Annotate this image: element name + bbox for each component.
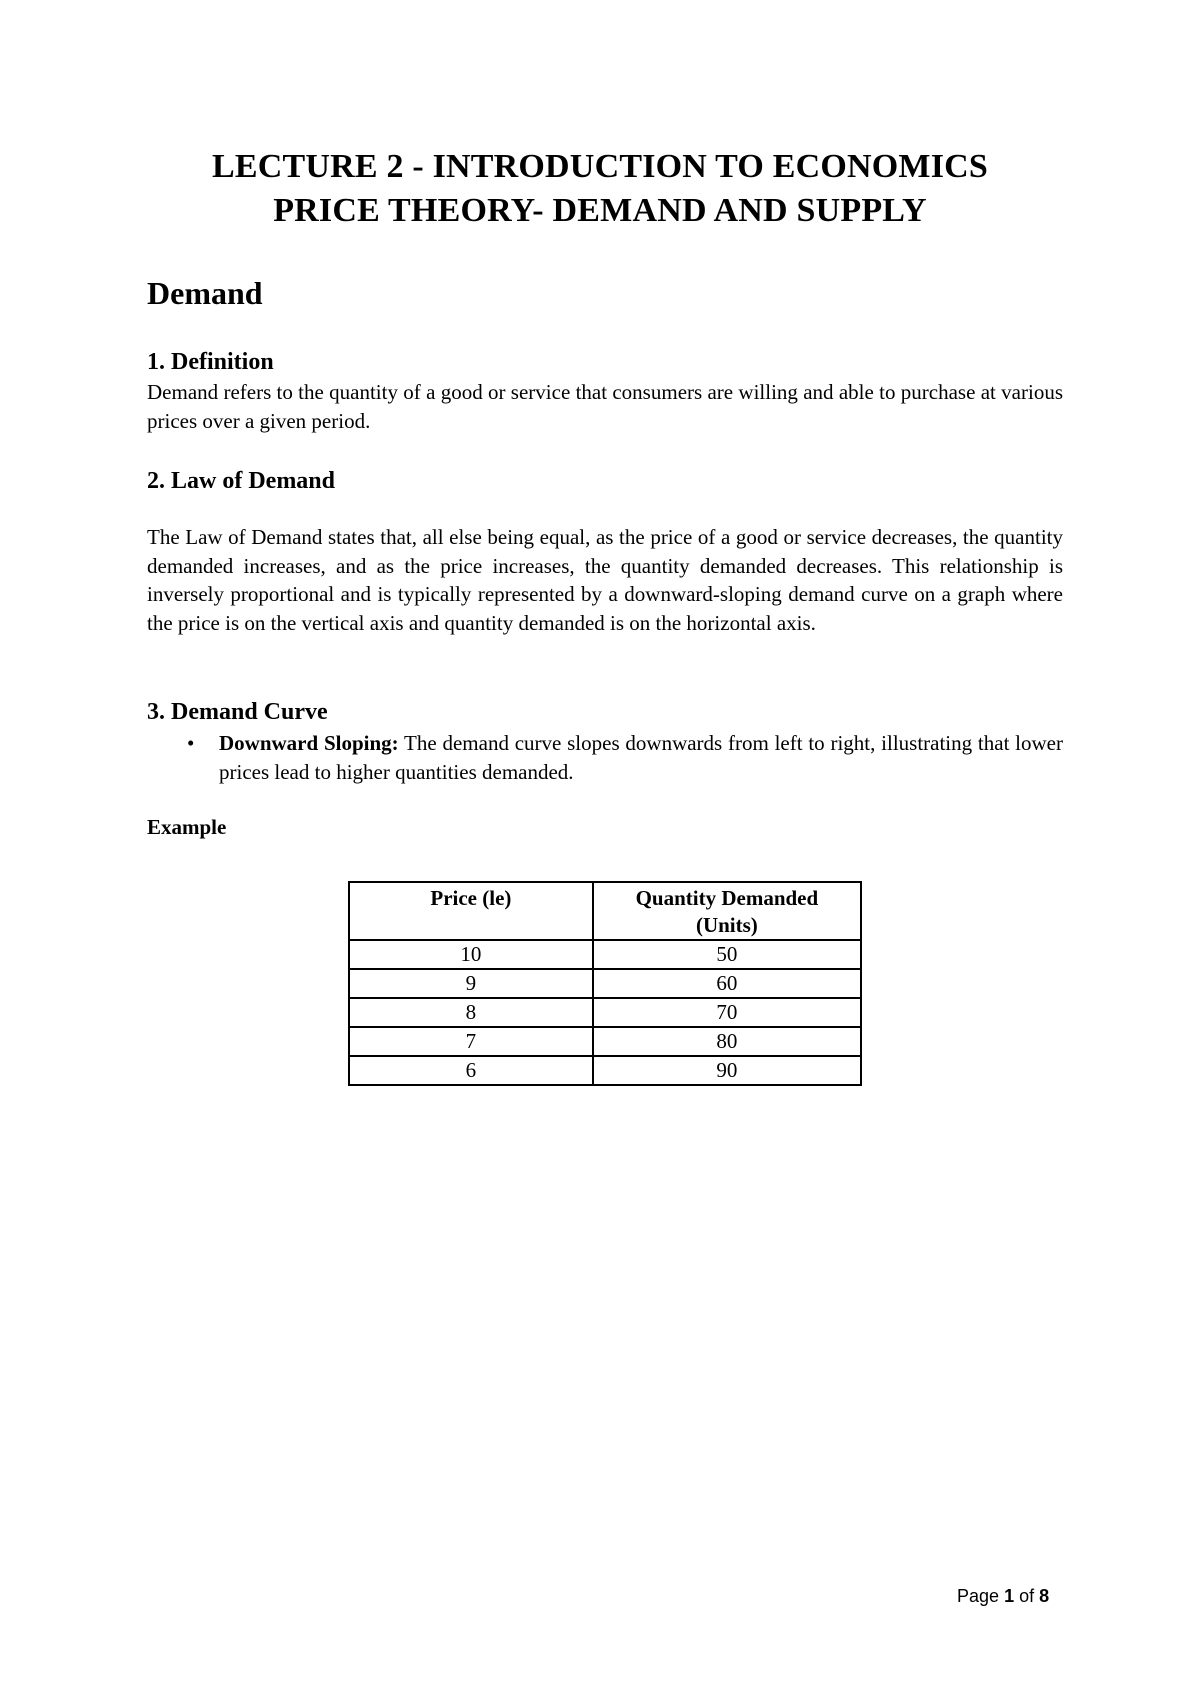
definition-paragraph: Demand refers to the quantity of a good or service that consumers are willing and able to purchase at various prices over a given period. xyxy=(147,380,1063,433)
definition-heading: 1. Definition xyxy=(147,349,274,375)
table-row xyxy=(349,940,861,969)
list-item xyxy=(147,729,1063,786)
page-total: 8 xyxy=(1039,1586,1050,1606)
quantity-cell: 80 xyxy=(593,1027,861,1056)
bullet-term: Downward Sloping: xyxy=(219,731,399,755)
page-current: 1 xyxy=(1004,1586,1015,1606)
price-cell: 9 xyxy=(349,969,593,998)
law-of-demand-paragraph: The Law of Demand states that, all else being equal, as the price of a good or service decreases, the quantity demanded increases, and as the price increases, the quantity demanded decreases. This relationship is inversely proportional and is typically represented by a downward-sloping demand curve on a graph where the price is on the vertical axis and quantity demanded is on the horizontal axis. xyxy=(147,525,1063,635)
quantity-cell: 50 xyxy=(593,940,861,969)
page-number-footer xyxy=(957,1585,1049,1607)
bullet-icon: • xyxy=(187,731,195,755)
demand-curve-bullet-list xyxy=(147,729,1063,786)
page-word: Page xyxy=(957,1586,1000,1606)
law-of-demand-heading: 2. Law of Demand xyxy=(147,468,336,494)
of-word: of xyxy=(1019,1586,1035,1606)
example-label: Example xyxy=(147,815,227,839)
document-title-line-1: LECTURE 2 - INTRODUCTION TO ECONOMICS xyxy=(212,148,988,185)
table-header-row xyxy=(349,882,861,940)
price-cell: 10 xyxy=(349,940,593,969)
quantity-cell: 70 xyxy=(593,998,861,1027)
quantity-cell: 90 xyxy=(593,1056,861,1085)
section-heading-demand: Demand xyxy=(147,275,263,311)
price-cell: 6 xyxy=(349,1056,593,1085)
table-row xyxy=(349,1056,861,1085)
demand-curve-heading: 3. Demand Curve xyxy=(147,699,328,725)
column-header-quantity: Quantity Demanded (Units) xyxy=(593,882,861,940)
table-row xyxy=(349,1027,861,1056)
table-row xyxy=(349,969,861,998)
price-cell: 7 xyxy=(349,1027,593,1056)
document-title-line-2: PRICE THEORY- DEMAND AND SUPPLY xyxy=(273,192,927,229)
demand-schedule-table xyxy=(348,881,862,1086)
table-row xyxy=(349,998,861,1027)
quantity-cell: 60 xyxy=(593,969,861,998)
bullet-text: The demand curve slopes downwards from left to right, illustrating that lower prices lead to higher quantities demanded. xyxy=(219,731,1063,784)
price-cell: 8 xyxy=(349,998,593,1027)
column-header-price: Price (le) xyxy=(349,882,593,940)
